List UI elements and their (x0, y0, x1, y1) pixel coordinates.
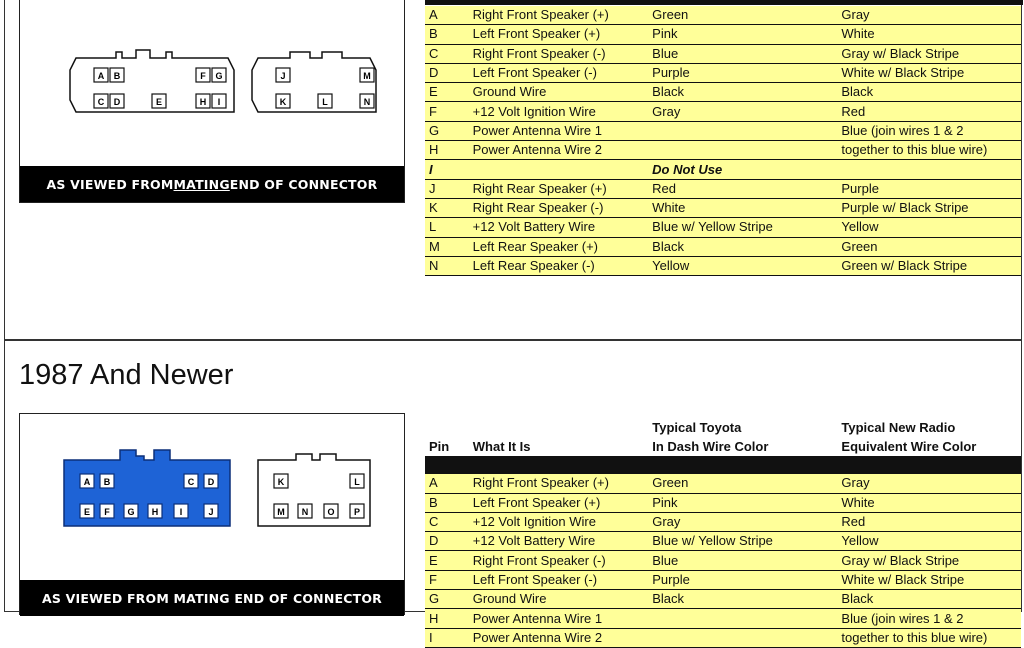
pin-label: K (277, 477, 285, 487)
pin-K (276, 94, 290, 108)
cell-radio: White (841, 494, 875, 510)
pin-label: D (207, 477, 215, 487)
pin-M (274, 504, 288, 518)
pin-A (94, 68, 108, 82)
connector-caption-bottom: AS VIEWED FROM MATING END OF CONNECTOR (20, 580, 404, 616)
table-row (425, 609, 1021, 628)
section-title: 1987 And Newer (19, 359, 234, 391)
table-row (425, 512, 1021, 531)
pin-C (184, 474, 198, 488)
pin-label: H (199, 97, 207, 107)
pin-O (324, 504, 338, 518)
pin-E (152, 94, 166, 108)
cell-toyota: Blue (652, 45, 679, 61)
cell-pin: A (429, 475, 438, 491)
cell-toyota: Green (652, 475, 689, 491)
cell-toyota: White (652, 200, 686, 216)
cell-radio: together to this blue wire) (841, 629, 988, 645)
cell-what: +12 Volt Battery Wire (472, 533, 596, 549)
pin-label: E (155, 97, 163, 107)
pin-label: G (127, 507, 135, 517)
cell-radio: Gray w/ Black Stripe (841, 552, 960, 568)
pin-G (124, 504, 138, 518)
cell-pin: N (429, 258, 439, 273)
cell-toyota: Blue w/ Yellow Stripe (652, 219, 773, 235)
table-row (425, 570, 1021, 589)
wire-table-bottom (425, 418, 1021, 648)
pin-label: F (104, 507, 110, 517)
pin-label: I (217, 97, 221, 107)
cell-radio: together to this blue wire) (841, 142, 988, 158)
cell-radio: Green w/ Black Stripe (841, 258, 968, 273)
cell-pin: C (429, 45, 439, 61)
cell-pin: H (429, 142, 439, 158)
pin-N (360, 94, 374, 108)
table-row (425, 25, 1021, 44)
cell-what (469, 160, 649, 179)
cell-pin: L (429, 219, 437, 235)
pin-B (100, 474, 114, 488)
pin-K (274, 474, 288, 488)
cell-what: Right Front Speaker (-) (472, 552, 606, 568)
cell-pin: E (429, 552, 438, 568)
cell-toyota: Purple (652, 65, 690, 81)
cell-radio: Gray w/ Black Stripe (841, 45, 960, 61)
cell-pin: A (429, 7, 438, 23)
pin-label: K (279, 97, 287, 107)
cell-toyota: Red (652, 180, 677, 196)
table-row (425, 256, 1021, 275)
cell-what: Left Front Speaker (+) (472, 26, 601, 42)
pin-label: A (97, 71, 105, 81)
cell-radio: Black (841, 591, 874, 607)
cell-radio: Yellow (841, 219, 879, 235)
cell-toyota: Black (652, 591, 685, 607)
cell-pin: I (429, 629, 433, 645)
pin-label: J (280, 71, 286, 81)
wire-table-top (425, 6, 1021, 276)
cell-pin: C (429, 514, 439, 530)
cell-toyota: Blue (652, 552, 679, 568)
cell-pin: G (429, 122, 440, 138)
cell-what: Ground Wire (472, 591, 547, 607)
cell-toyota: Blue w/ Yellow Stripe (652, 533, 773, 549)
table-row (425, 63, 1021, 82)
pin-J (276, 68, 290, 82)
pin-label: A (83, 477, 91, 487)
cell-toyota (648, 121, 837, 140)
cell-toyota (648, 628, 837, 647)
connector-drawing-bottom (20, 414, 404, 580)
pin-label: P (353, 507, 361, 517)
cell-radio: Gray (841, 7, 870, 23)
pre-1987-section (4, 0, 1022, 340)
cell-toyota: Black (652, 238, 684, 254)
pin-J (204, 504, 218, 518)
cell-what: Left Rear Speaker (+) (472, 238, 599, 254)
header-radio-line2: Equivalent Wire Color (837, 437, 1021, 456)
cell-radio: Purple (841, 180, 879, 196)
cell-what: Right Rear Speaker (-) (472, 200, 604, 216)
pin-F (100, 504, 114, 518)
pin-label: C (97, 97, 105, 107)
caption-text-post: END OF CONNECTOR (229, 176, 378, 192)
pin-P (350, 504, 364, 518)
cell-pin: M (429, 238, 440, 254)
table-row (425, 6, 1021, 25)
pin-G (212, 68, 226, 82)
cell-what: Left Rear Speaker (-) (472, 258, 595, 273)
cell-radio: Gray (841, 475, 870, 491)
pin-C (94, 94, 108, 108)
cell-what: Right Rear Speaker (+) (472, 180, 607, 196)
cell-toyota: Pink (652, 494, 678, 510)
cell-toyota: Gray (652, 103, 681, 119)
header-pin: Pin (425, 418, 469, 456)
cell-radio: Blue (join wires 1 & 2 (841, 122, 964, 138)
pin-label: F (200, 71, 206, 81)
table-row (425, 551, 1021, 570)
table-row (425, 83, 1021, 102)
cell-what: Left Front Speaker (-) (472, 571, 598, 587)
1987-newer-section (4, 340, 1022, 645)
table-row (425, 628, 1021, 647)
cell-pin: E (429, 84, 438, 100)
cell-radio: Red (841, 514, 866, 530)
cell-pin: K (429, 200, 438, 216)
table-row (425, 198, 1021, 217)
cell-pin: F (429, 103, 437, 119)
pin-label: M (277, 507, 285, 517)
table-row (425, 590, 1021, 609)
connector-caption-top (20, 166, 404, 202)
table-row (425, 102, 1021, 121)
pin-label: N (301, 507, 309, 517)
pin-H (148, 504, 162, 518)
cell-radio: Green (841, 238, 878, 254)
table-row (425, 474, 1021, 493)
cell-toyota: Pink (652, 26, 678, 42)
cell-radio: Blue (join wires 1 & 2 (841, 610, 964, 626)
cell-radio: Purple w/ Black Stripe (841, 200, 969, 216)
cell-radio: White (841, 26, 875, 42)
cell-pin: J (429, 180, 436, 196)
table-row (425, 532, 1021, 551)
pin-F (196, 68, 210, 82)
pin-A (80, 474, 94, 488)
pin-D (110, 94, 124, 108)
cell-radio: Black (841, 84, 874, 100)
pin-label: B (103, 477, 111, 487)
cell-radio: White w/ Black Stripe (841, 65, 965, 81)
pin-label: D (113, 97, 121, 107)
pin-label: C (187, 477, 195, 487)
cell-what: Left Front Speaker (+) (472, 494, 601, 510)
pin-E (80, 504, 94, 518)
pin-label: G (215, 71, 223, 81)
caption-text-emphasis: MATING (173, 176, 230, 192)
pin-label: O (327, 507, 335, 517)
header-toyota-line2: In Dash Wire Color (648, 437, 837, 456)
cell-toyota (648, 141, 837, 160)
pin-L (318, 94, 332, 108)
cell-what: Right Front Speaker (-) (472, 45, 606, 61)
pin-L (350, 474, 364, 488)
cell-what: Ground Wire (472, 84, 547, 100)
pin-label: M (363, 71, 371, 81)
pin-label: L (354, 477, 360, 487)
pin-label: I (179, 507, 183, 517)
pin-label: H (151, 507, 159, 517)
cell-pin: H (429, 610, 439, 626)
table-row (425, 121, 1021, 140)
cell-toyota: Yellow (652, 258, 690, 273)
cell-what: +12 Volt Battery Wire (472, 219, 596, 235)
connector-drawing-top (20, 0, 404, 166)
cell-pin: D (429, 533, 439, 549)
cell-toyota: Gray (652, 514, 681, 530)
pin-I (212, 94, 226, 108)
pin-D (204, 474, 218, 488)
cell-toyota: Black (652, 84, 684, 100)
connector-diagram-top (19, 0, 405, 203)
header-what: What It Is (469, 418, 648, 456)
cell-radio: Yellow (841, 533, 879, 549)
header-radio-line1: Typical New Radio (837, 418, 1021, 437)
table-top-rule (425, 0, 1023, 5)
table-row (425, 179, 1021, 198)
pin-H (196, 94, 210, 108)
cell-what: Power Antenna Wire 2 (472, 142, 602, 158)
cell-toyota: Do Not Use (652, 161, 723, 177)
pin-I (174, 504, 188, 518)
cell-what: +12 Volt Ignition Wire (472, 103, 596, 119)
cell-pin: F (429, 571, 437, 587)
table-row (425, 237, 1021, 256)
cell-what: Power Antenna Wire 1 (472, 610, 603, 626)
connector-right-outline (252, 52, 376, 112)
pin-M (360, 68, 374, 82)
cell-what: Power Antenna Wire 1 (472, 122, 602, 138)
table-row (425, 44, 1021, 63)
cell-pin: G (429, 591, 440, 607)
cell-what: +12 Volt Ignition Wire (472, 514, 596, 530)
pin-label: B (113, 71, 121, 81)
table-row (425, 141, 1021, 160)
cell-radio (837, 160, 1021, 179)
cell-pin: B (429, 26, 438, 42)
cell-pin: B (429, 494, 438, 510)
pin-label: L (322, 97, 328, 107)
pin-label: E (83, 507, 91, 517)
table-row (425, 218, 1021, 237)
cell-radio: Red (841, 103, 866, 119)
caption-text-pre: AS VIEWED FROM (46, 176, 174, 192)
cell-toyota: Green (652, 7, 689, 23)
cell-pin: I (429, 161, 433, 177)
connector-diagram-bottom (19, 413, 405, 615)
cell-radio: White w/ Black Stripe (841, 571, 965, 587)
table-row (425, 160, 1021, 179)
pin-B (110, 68, 124, 82)
cell-toyota: Purple (652, 571, 690, 587)
cell-what: Right Front Speaker (+) (472, 475, 609, 491)
cell-pin: D (429, 65, 439, 81)
cell-what: Power Antenna Wire 2 (472, 629, 603, 645)
cell-what: Left Front Speaker (-) (472, 65, 597, 81)
pin-N (298, 504, 312, 518)
pin-label: J (208, 507, 214, 517)
table-row (425, 493, 1021, 512)
cell-toyota (648, 609, 837, 628)
header-toyota-line1: Typical Toyota (648, 418, 837, 437)
cell-what: Right Front Speaker (+) (472, 7, 609, 23)
pin-label: N (363, 97, 371, 107)
